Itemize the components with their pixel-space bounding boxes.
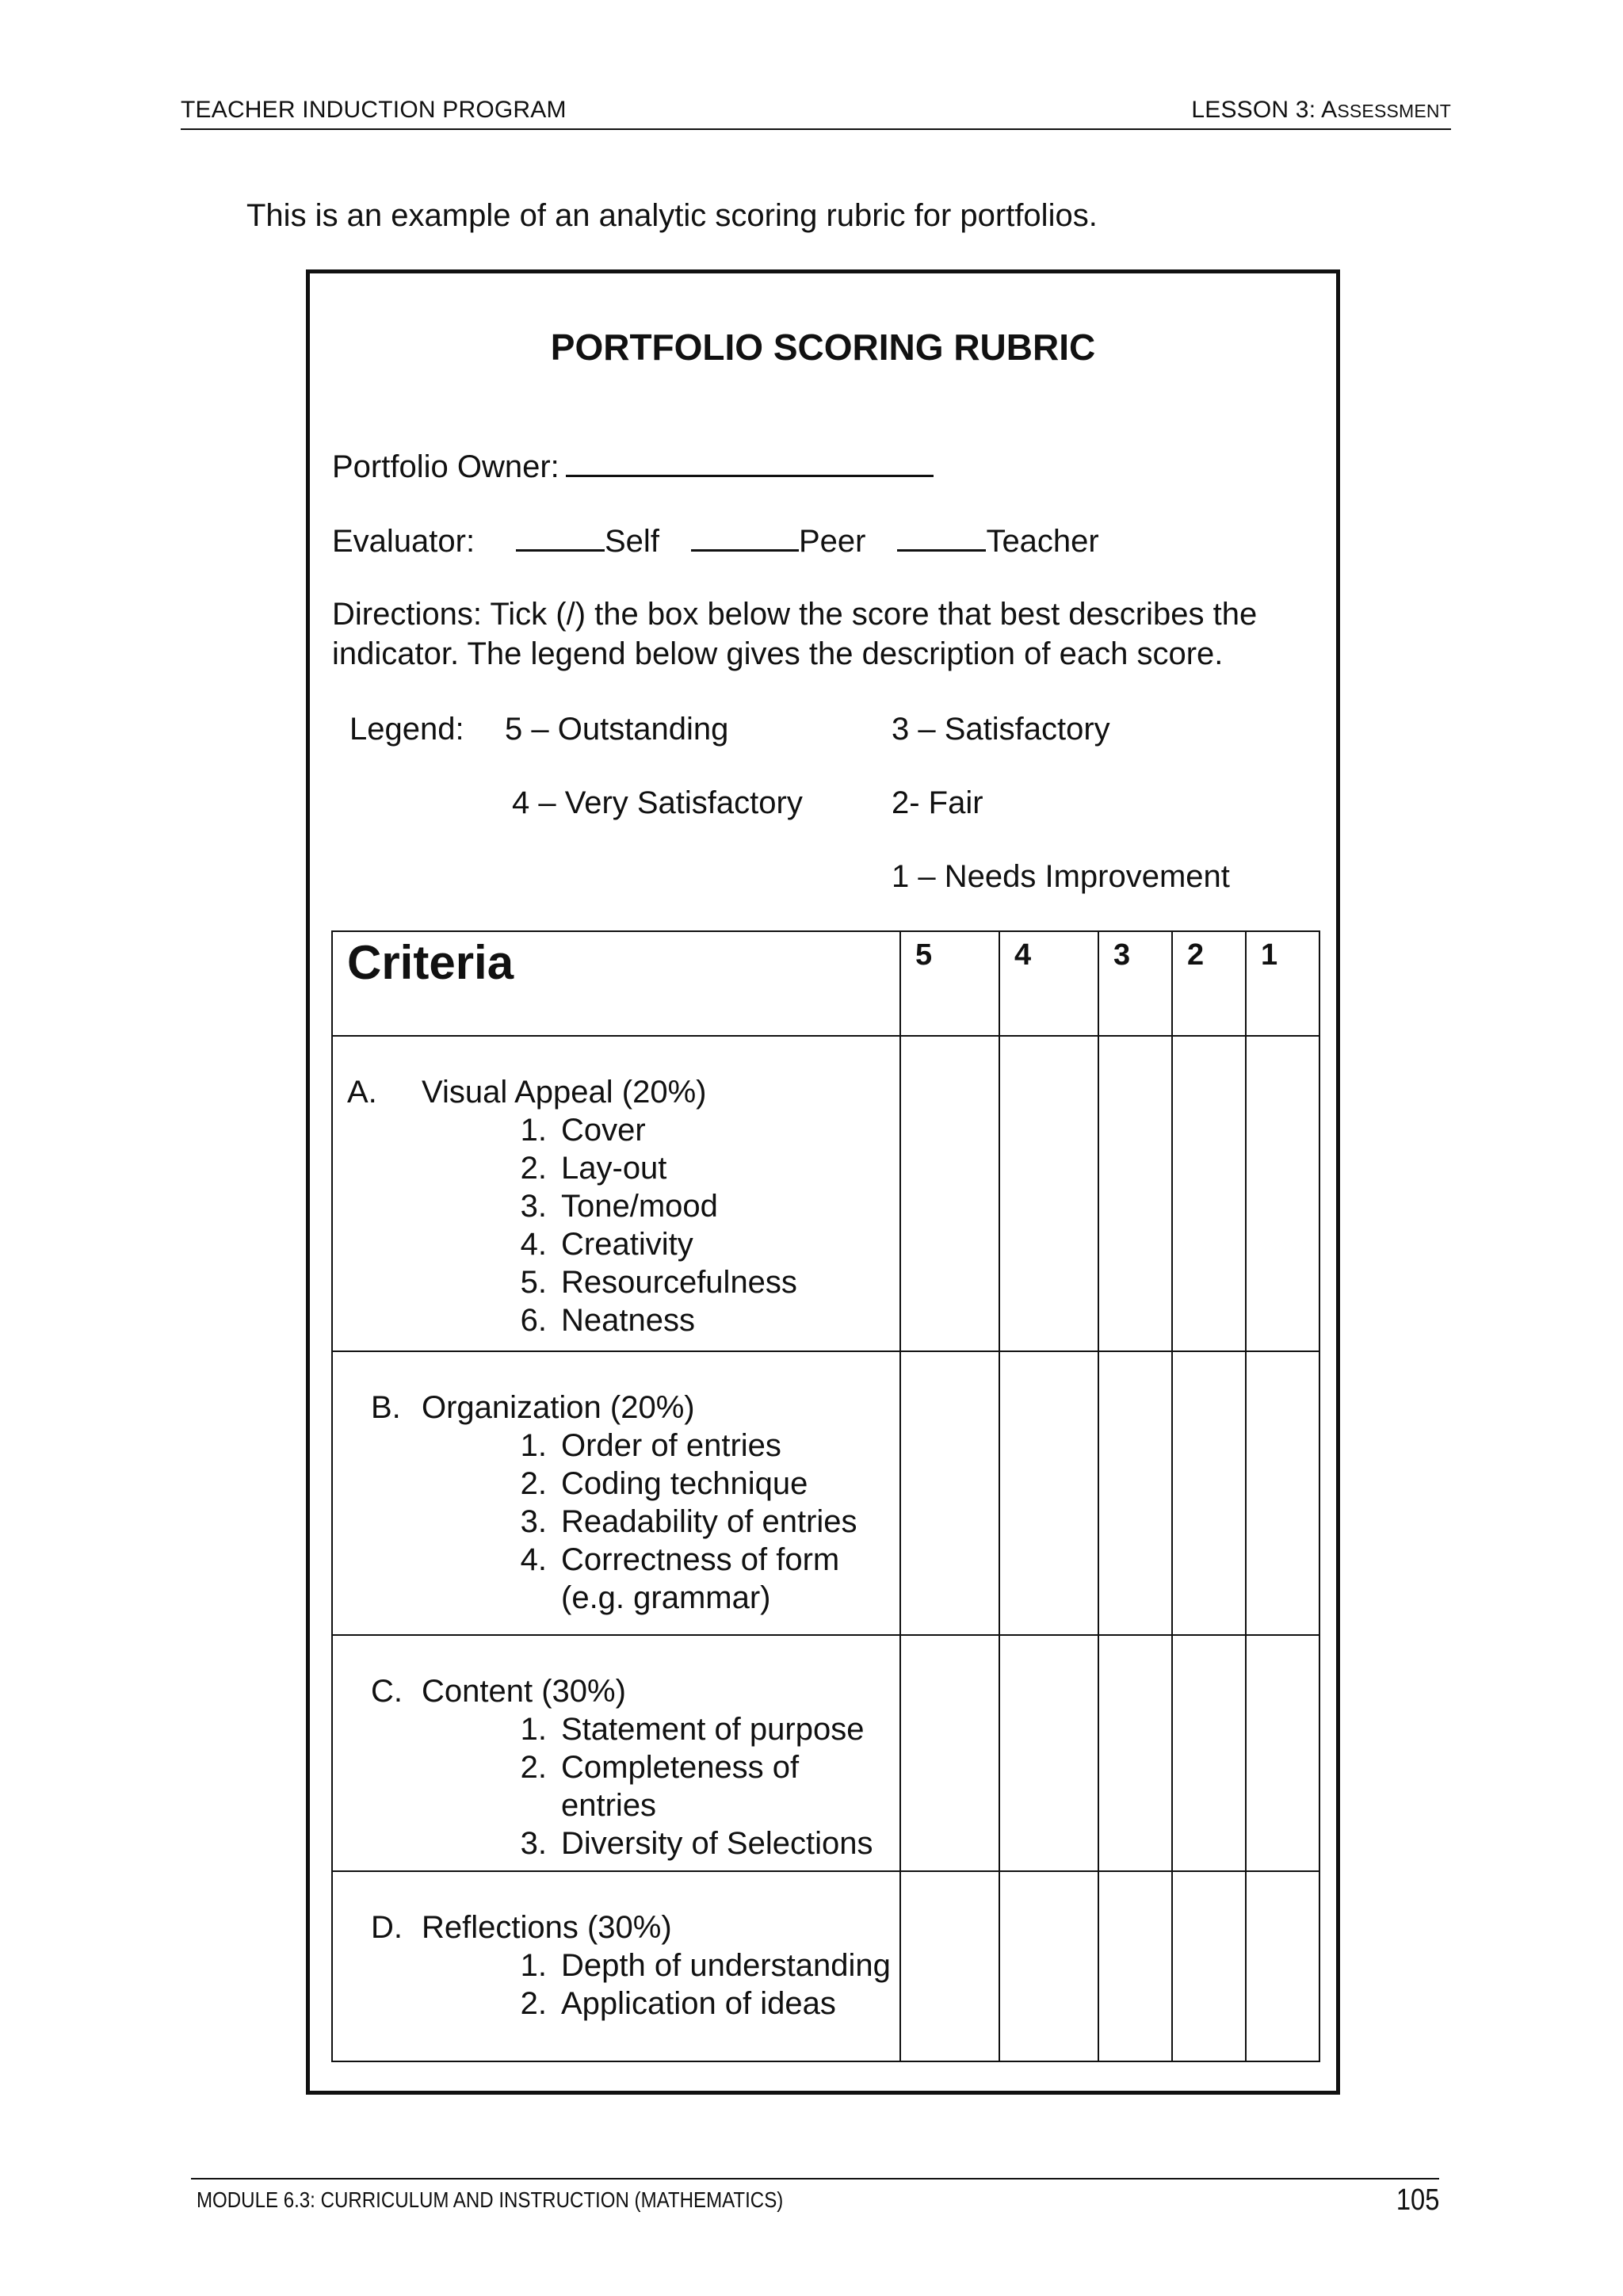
score-header-label: 1	[1261, 938, 1278, 972]
score-cell-1[interactable]	[1246, 1351, 1319, 1635]
indicator-item: 6. Neatness	[520, 1303, 695, 1338]
header-lesson-smallcaps: SSESSMENT	[1337, 101, 1451, 121]
score-header-1	[1246, 931, 1319, 1036]
section-title: Content (30%)	[422, 1674, 626, 1709]
evaluator-label: Evaluator:	[332, 524, 475, 559]
indicator-item: 1. Statement of purpose	[520, 1712, 865, 1747]
score-cell-4[interactable]	[999, 1036, 1098, 1351]
score-cell-5[interactable]	[900, 1351, 999, 1635]
peer-label: Peer	[798, 524, 866, 559]
teacher-blank[interactable]	[897, 521, 986, 552]
score-cell-1[interactable]	[1246, 1036, 1319, 1351]
indicator-item: 4. Creativity	[520, 1227, 693, 1262]
indicator-item: 2. Lay-out	[520, 1151, 667, 1186]
self-blank[interactable]	[516, 521, 605, 552]
directions-text: Directions: Tick (/) the box below the score that best describes the indicator. The legend below gives the description of each score.	[332, 597, 1258, 671]
header-rule	[181, 128, 1451, 130]
legend-label: Legend:	[349, 712, 464, 747]
score-cell-3[interactable]	[1098, 1871, 1172, 2061]
criteria-row-reflections	[332, 1871, 1319, 2061]
legend-score-2: 2- Fair	[892, 785, 983, 820]
score-cell-2[interactable]	[1172, 1351, 1246, 1635]
score-cell-3[interactable]	[1098, 1036, 1172, 1351]
indicator-item: 4. Correctness of form (e.g. grammar)	[520, 1542, 840, 1615]
score-cell-5[interactable]	[900, 1635, 999, 1871]
indicator-list	[347, 1710, 899, 1862]
teacher-label: Teacher	[986, 524, 1099, 559]
section-heading	[347, 1908, 899, 1946]
indicator-item: 2. Application of ideas	[520, 1986, 836, 2021]
section-heading	[347, 1672, 899, 1710]
evaluator-field	[332, 521, 1131, 560]
legend-score-1: 1 – Needs Improvement	[892, 859, 1230, 894]
owner-blank-line[interactable]	[566, 446, 934, 477]
score-header-label: 2	[1187, 938, 1205, 972]
section-letter: C.	[371, 1674, 403, 1709]
score-header-label: 3	[1113, 938, 1131, 972]
section-heading	[347, 1389, 899, 1427]
indicator-item: 5. Resourcefulness	[520, 1265, 797, 1300]
legend-score-5: 5 – Outstanding	[505, 712, 729, 747]
portfolio-owner-field	[332, 446, 934, 485]
rubric-title: PORTFOLIO SCORING RUBRIC	[550, 327, 1096, 368]
score-cell-4[interactable]	[999, 1635, 1098, 1871]
score-cell-4[interactable]	[999, 1351, 1098, 1635]
indicator-list	[347, 1111, 899, 1339]
indicator-item: 3. Readability of entries	[520, 1504, 857, 1539]
score-header-2	[1172, 931, 1246, 1036]
criteria-cell	[332, 1635, 900, 1871]
criteria-row-content	[332, 1635, 1319, 1871]
score-cell-2[interactable]	[1172, 1635, 1246, 1871]
page-header-right	[1191, 97, 1451, 124]
criteria-header: Criteria	[332, 931, 900, 1036]
indicator-list	[347, 1946, 899, 2023]
intro-text: This is an example of an analytic scoring rubric for portfolios.	[246, 198, 1098, 233]
legend-score-3: 3 – Satisfactory	[892, 712, 1110, 747]
section-heading	[347, 1073, 899, 1111]
page-header-left: TEACHER INDUCTION PROGRAM	[181, 97, 567, 123]
score-header-4	[999, 931, 1098, 1036]
score-cell-2[interactable]	[1172, 1036, 1246, 1351]
footer-rule	[191, 2178, 1439, 2179]
indicator-item: 1. Order of entries	[520, 1428, 781, 1463]
score-header-5	[900, 931, 999, 1036]
section-title: Organization (20%)	[422, 1390, 695, 1425]
owner-label: Portfolio Owner:	[332, 449, 559, 484]
section-letter: B.	[371, 1390, 401, 1425]
score-cell-2[interactable]	[1172, 1871, 1246, 2061]
criteria-cell	[332, 1871, 900, 2061]
score-cell-5[interactable]	[900, 1036, 999, 1351]
indicator-item: 2. Completeness of entries	[520, 1750, 800, 1823]
evaluator-option-peer[interactable]	[691, 521, 866, 560]
criteria-row-visual-appeal	[332, 1036, 1319, 1351]
indicator-item: 1. Cover	[520, 1113, 646, 1148]
peer-blank[interactable]	[691, 521, 799, 552]
score-cell-1[interactable]	[1246, 1635, 1319, 1871]
criteria-row-organization	[332, 1351, 1319, 1635]
criteria-cell	[332, 1036, 900, 1351]
indicator-item: 3. Diversity of Selections	[520, 1826, 873, 1861]
page-number: 105	[1396, 2183, 1439, 2217]
section-letter: D.	[371, 1910, 403, 1945]
indicator-item: 2. Coding technique	[520, 1466, 808, 1501]
evaluator-option-teacher[interactable]	[897, 521, 1098, 560]
indicator-item: 3. Tone/mood	[520, 1189, 718, 1224]
score-cell-1[interactable]	[1246, 1871, 1319, 2061]
indicator-item: 1. Depth of understanding	[520, 1948, 891, 1983]
score-cell-4[interactable]	[999, 1871, 1098, 2061]
rubric-box	[306, 269, 1340, 2095]
legend-score-4: 4 – Very Satisfactory	[512, 785, 803, 820]
criteria-header-row	[332, 931, 1319, 1036]
indicator-list	[347, 1427, 899, 1617]
criteria-table	[331, 930, 1320, 2062]
score-header-label: 4	[1014, 938, 1032, 972]
score-header-3	[1098, 931, 1172, 1036]
section-title: Visual Appeal (20%)	[422, 1075, 707, 1110]
self-label: Self	[605, 524, 659, 559]
section-title: Reflections (30%)	[422, 1910, 672, 1945]
evaluator-option-self[interactable]	[516, 521, 659, 560]
header-lesson-text: LESSON 3: A	[1191, 97, 1338, 123]
criteria-cell	[332, 1351, 900, 1635]
score-cell-3[interactable]	[1098, 1635, 1172, 1871]
footer-module-title: MODULE 6.3: CURRICULUM AND INSTRUCTION (MATHEMATICS)	[197, 2187, 784, 2212]
score-cell-3[interactable]	[1098, 1351, 1172, 1635]
score-header-label: 5	[915, 938, 933, 972]
section-letter: A.	[347, 1075, 377, 1110]
score-cell-5[interactable]	[900, 1871, 999, 2061]
